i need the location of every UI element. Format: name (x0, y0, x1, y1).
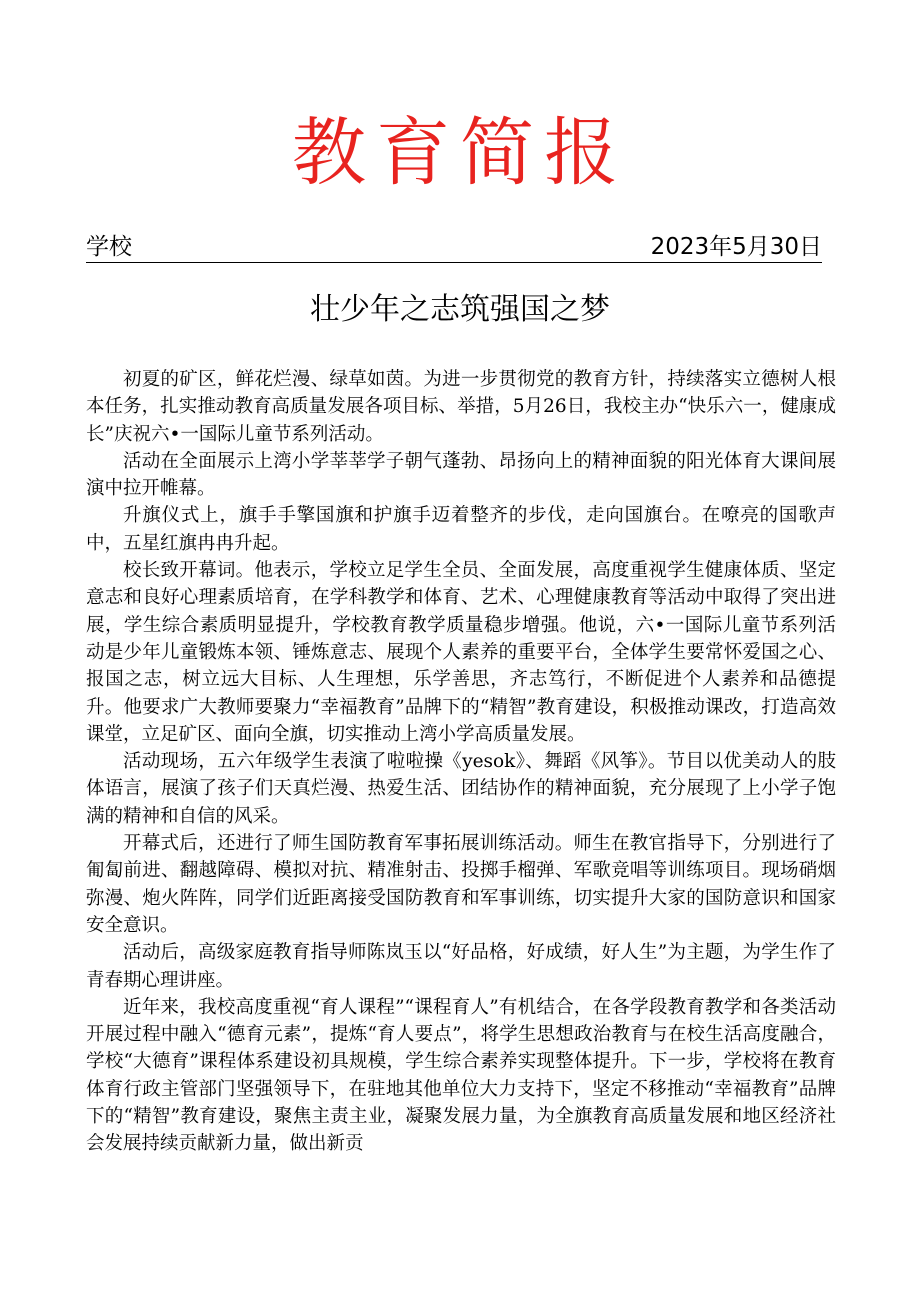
article-paragraph: 升旗仪式上，旗手手擎国旗和护旗手迈着整齐的步伐，走向国旗台。在嘹亮的国歌声中，五星红旗冉冉升起。 (86, 505, 836, 554)
meta-line (86, 232, 822, 263)
article-paragraph: 近年来，我校高度重视“育人课程”“课程育人”有机结合，在各学段教育教学和各类活动开展过程中融入“德育元素”，提炼“育人要点”，将学生思想政治教育与在校生活高度融合，学校“大德育”课程体系建设初具规模，学生综合素养实现整体提升。下一步，学校将在教育体育行政主管部门坚强领导下，在驻地其他单位大力支持下，坚定不移推动“幸福教育”品牌下的“精智”教育建设，聚焦主责主业，凝聚发展力量，为全旗教育高质量发展和地区经济社会发展持续贡献新力量，做出新贡 (86, 996, 836, 1155)
article-title: 壮少年之志筑强国之梦 (310, 292, 610, 327)
article-paragraph: 初夏的矿区，鲜花烂漫、绿草如茵。为进一步贯彻党的教育方针，持续落实立德树人根本任务，扎实推动教育高质量发展各项目标、举措，5月26日，我校主办“快乐六一，健康成长”庆祝六•一国际儿童节系列活动。 (86, 369, 836, 445)
masthead-title: 教育简报 (292, 110, 628, 196)
article-paragraph: 活动后，高级家庭教育指导师陈岚玉以“好品格，好成绩，好人生”为主题，为学生作了青春期心理讲座。 (86, 942, 836, 991)
school-label: 学校 (86, 234, 132, 260)
article-body (86, 366, 836, 1158)
article-paragraph: 开幕式后，还进行了师生国防教育军事拓展训练活动。师生在教官指导下，分别进行了匍匐前进、翻越障碍、模拟对抗、精准射击、投掷手榴弹、军歌竞唱等训练项目。现场硝烟弥漫、炮火阵阵，同学们近距离接受国防教育和军事训练，切实提升大家的国防意识和国家安全意识。 (86, 833, 836, 936)
article-paragraph: 校长致开幕词。他表示，学校立足学生全员、全面发展，高度重视学生健康体质、坚定意志和良好心理素质培育，在学科教学和体育、艺术、心理健康教育等活动中取得了突出进展，学生综合素质明显提升，学校教育教学质量稳步增强。他说，六•一国际儿童节系列活动是少年儿童锻炼本领、锤炼意志、展现个人素养的重要平台，全体学生要常怀爱国之心、报国之志，树立远大目标、人生理想，乐学善思，齐志笃行，不断促进个人素养和品德提升。他要求广大教师要聚力“幸福教育”品牌下的“精智”教育建设，积极推动课改，打造高效课堂，立足矿区、面向全旗，切实推动上湾小学高质量发展。 (86, 560, 836, 745)
issue-date: 2023年5月30日 (650, 234, 822, 260)
article-paragraph: 活动在全面展示上湾小学莘莘学子朝气蓬勃、昂扬向上的精神面貌的阳光体育大课间展演中拉开帷幕。 (86, 450, 836, 500)
article-paragraph: 活动现场，五六年级学生表演了啦啦操《yesok》、舞蹈《风筝》。节目以优美动人的肢体语言，展演了孩子们天真烂漫、热爱生活、团结协作的精神面貌，充分展现了上小学子饱满的精神和自信的风采。 (86, 751, 836, 827)
